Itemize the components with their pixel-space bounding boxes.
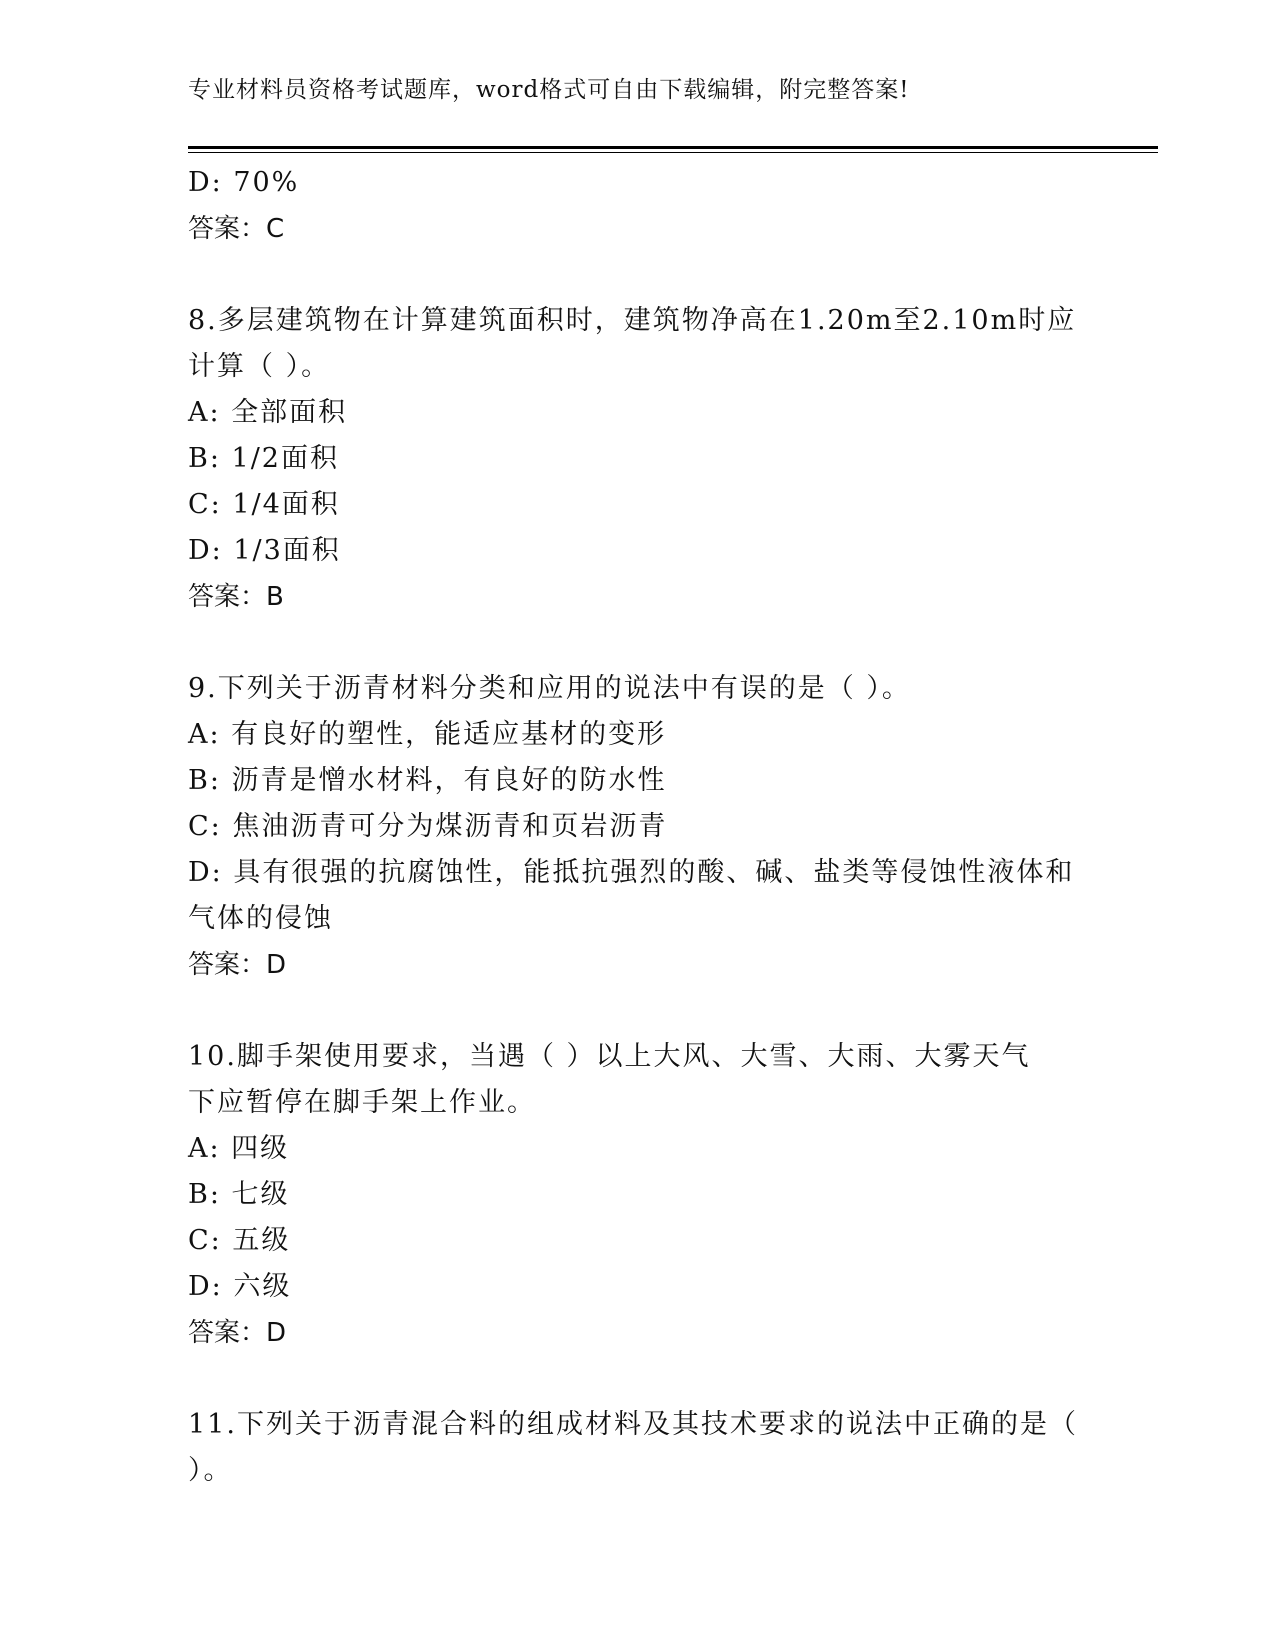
- header-divider: [188, 146, 1158, 149]
- option-a: A: 全部面积: [188, 397, 348, 428]
- question-content: [188, 160, 1088, 1494]
- question-9-stem-line-1: 9.下列关于沥青材料分类和应用的说法中有误的是（ ）。: [188, 673, 911, 704]
- option-b: B: 沥青是憎水材料，有良好的防水性: [188, 765, 667, 796]
- question-8-stem-line-2: 计算（ ）。: [188, 351, 331, 382]
- option-a: A: 四级: [188, 1133, 290, 1164]
- option-d-continuation: 气体的侵蚀: [188, 903, 333, 934]
- answer: 答案：C: [188, 214, 285, 244]
- option-d: D: 70%: [188, 167, 300, 198]
- option-c: C: 1/4面积: [188, 489, 340, 520]
- question-10-stem-line-2: 下应暂停在脚手架上作业。: [188, 1087, 536, 1118]
- answer: 答案：B: [188, 582, 284, 612]
- question-8-stem-line-1: 8.多层建筑物在计算建筑面积时，建筑物净高在1.20m至2.10m时应: [188, 305, 1077, 336]
- option-d: D: 1/3面积: [188, 535, 341, 566]
- answer: 答案：D: [188, 950, 287, 980]
- option-c: C: 五级: [188, 1225, 291, 1256]
- option-c: C: 焦油沥青可分为煤沥青和页岩沥青: [188, 811, 668, 842]
- question-11-stem-line-1: 11.下列关于沥青混合料的组成材料及其技术要求的说法中正确的是（: [188, 1409, 1078, 1440]
- header-divider-thin: [188, 152, 1158, 153]
- question-10-stem-line-1: 10.脚手架使用要求，当遇（ ）以上大风、大雪、大雨、大雾天气: [188, 1041, 1031, 1072]
- option-d: D: 六级: [188, 1271, 292, 1302]
- question-11-stem-line-2: ）。: [188, 1455, 233, 1486]
- page-header: 专业材料员资格考试题库，word格式可自由下载编辑，附完整答案!: [188, 77, 910, 103]
- answer: 答案：D: [188, 1318, 287, 1348]
- option-b: B: 七级: [188, 1179, 290, 1210]
- option-d: D: 具有很强的抗腐蚀性，能抵抗强烈的酸、碱、盐类等侵蚀性液体和: [188, 857, 1075, 888]
- option-a: A: 有良好的塑性，能适应基材的变形: [188, 719, 667, 750]
- option-b: B: 1/2面积: [188, 443, 339, 474]
